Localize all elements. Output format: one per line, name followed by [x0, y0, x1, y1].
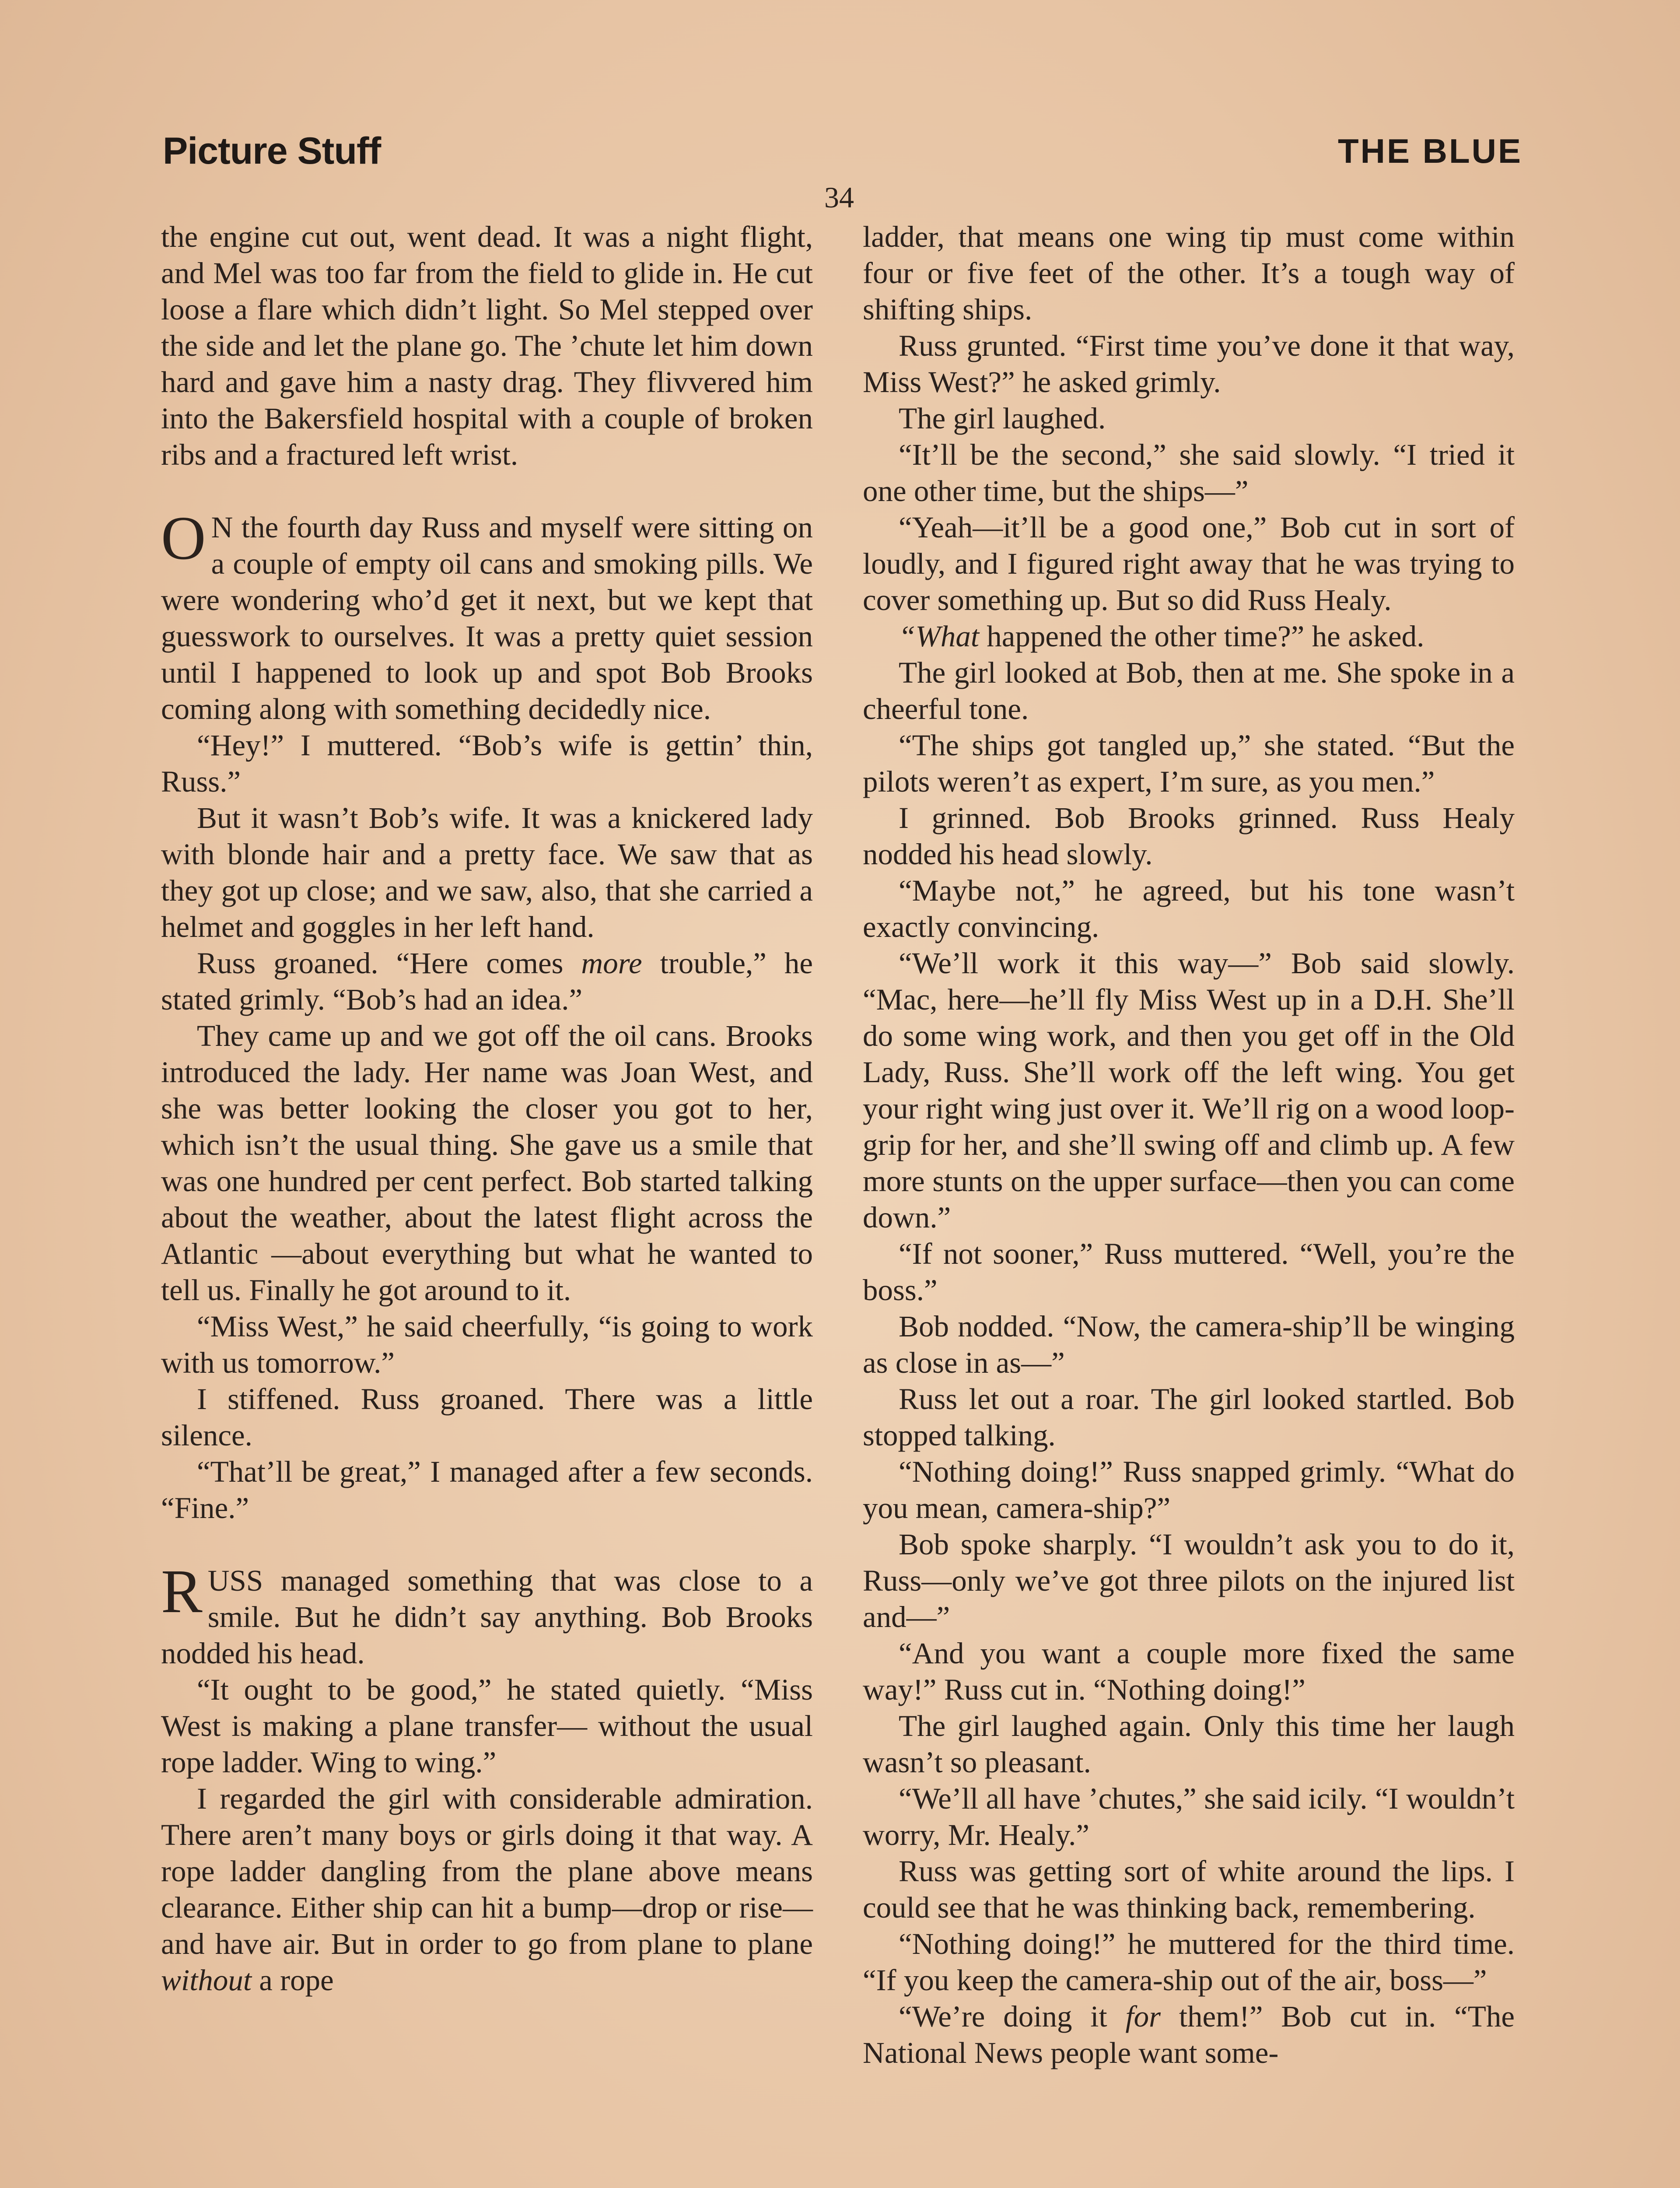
paragraph: “Nothing doing!” he muttered for the third time. “If you keep the camera-ship out of the air, boss—”	[863, 1927, 1515, 1997]
right-column	[863, 219, 1515, 2071]
paragraph: Russ grunted. “First time you’ve done it that way, Miss West?” he asked grimly.	[863, 329, 1515, 399]
paragraph	[161, 1781, 813, 1999]
running-header-title: Picture Stuff	[163, 130, 381, 172]
drop-cap: R	[161, 1557, 203, 1626]
left-column	[161, 219, 813, 1999]
paragraph: “Yeah—it’ll be a good one,” Bob cut in sort of loudly, and I figured right away that he was trying to cover something up. But so did Russ Healy.	[863, 511, 1515, 617]
paragraph: The girl laughed again. Only this time her laugh wasn’t so pleasant.	[863, 1709, 1515, 1779]
paragraph: “The ships got tangled up,” she stated. “But the pilots weren’t as expert, I’m sure, as you men.”	[863, 729, 1515, 798]
paragraph: “And you want a couple more fixed the same way!” Russ cut in. “Nothing doing!”	[863, 1637, 1515, 1706]
paragraph: “If not sooner,” Russ muttered. “Well, you’re the boss.”	[863, 1237, 1515, 1307]
emphasis: more	[581, 947, 642, 980]
emphasis: for	[1125, 2000, 1161, 2033]
paragraph: “Maybe not,” he agreed, but his tone wasn’t exactly convincing.	[863, 874, 1515, 943]
paragraph	[161, 945, 813, 1018]
paragraph: Russ let out a roar. The girl looked startled. Bob stopped talking.	[863, 1382, 1515, 1452]
paragraph: “Miss West,” he said cheerfully, “is going to work with us tomorrow.”	[161, 1310, 813, 1379]
paragraph-text: USS managed something that was close to a smile. But he didn’t say anything. Bob Brooks nodded his head.	[161, 1564, 813, 1670]
emphasis: “What	[899, 620, 980, 653]
section-start-paragraph	[161, 1557, 813, 1672]
paragraph: But it wasn’t Bob’s wife. It was a knickered lady with blonde hair and a pretty face. We saw that as they got up close; and we saw, also, that she carried a helmet and goggles in her left hand.	[161, 801, 813, 943]
paragraph: Russ was getting sort of white around the lips. I could see that he was thinking back, remembering.	[863, 1855, 1515, 1924]
paragraph: “It ought to be good,” he stated quietly. “Miss West is making a plane transfer— without the usual rope ladder. Wing to wing.”	[161, 1673, 813, 1779]
paragraph: “Hey!” I muttered. “Bob’s wife is gettin’ thin, Russ.”	[161, 729, 813, 798]
paragraph: ladder, that means one wing tip must come within four or five feet of the other. It’s a tough way of shifting ships.	[863, 220, 1515, 326]
paragraph: Bob spoke sharply. “I wouldn’t ask you to do it, Russ—only we’ve got three pilots on the injured list and—”	[863, 1528, 1515, 1634]
paragraph: the engine cut out, went dead. It was a night flight, and Mel was too far from the field to glide in. He cut loose a flare which didn’t light. So Mel stepped over the side and let the plane go. The ’chute let him down hard and gave him a nasty drag. They flivvered him into the Bakersfield hospital with a couple of broken ribs and a fractured left wrist.	[161, 220, 813, 471]
paragraph: Bob nodded. “Now, the camera-ship’ll be winging as close in as—”	[863, 1310, 1515, 1379]
paragraph-text: “We’re doing it	[899, 2000, 1126, 2033]
section-start-paragraph	[161, 503, 813, 727]
paragraph: “We’ll all have ’chutes,” she said icily. “I wouldn’t worry, Mr. Healy.”	[863, 1782, 1515, 1851]
paragraph: The girl looked at Bob, then at me. She spoke in a cheerful tone.	[863, 656, 1515, 726]
paragraph-text: happened the other time?” he asked.	[979, 620, 1424, 653]
paragraph: “That’ll be great,” I managed after a few seconds. “Fine.”	[161, 1455, 813, 1525]
paragraph-text: a rope	[252, 1964, 334, 1997]
paragraph: “It’ll be the second,” she said slowly. “I tried it one other time, but the ships—”	[863, 438, 1515, 508]
drop-cap: O	[161, 503, 206, 572]
paragraph-text: trouble,” he stated grimly. “Bob’s had an idea.”	[161, 947, 813, 1016]
paragraph-text: N the fourth day Russ and myself were sitting on a couple of empty oil cans and smoking pills. We were wondering who’d get it next, but we kept that guesswork to ourselves. It was a pretty quiet session until I happened to look up and spot Bob Brooks coming along with something decidedly nice.	[161, 511, 813, 726]
paragraph-text: I regarded the girl with considerable admiration. There aren’t many boys or girls doing it that way. A rope ladder dangling from the plane above means clearance. Either ship can hit a bump—drop or rise—and have air. But in order to go from plane to plane	[161, 1782, 813, 1960]
paragraph-text: them!” Bob cut in. “The National News people want some-	[863, 2000, 1515, 2069]
paragraph: I grinned. Bob Brooks grinned. Russ Healy nodded his head slowly.	[863, 801, 1515, 871]
paragraph-text: Russ groaned. “Here comes	[197, 947, 581, 980]
paragraph: “We’ll work it this way—” Bob said slowly. “Mac, here—he’ll fly Miss West up in a D.H. She’ll do some wing work, and then you get off in the Old Lady, Russ. She’ll work off the left wing. You get your right wing just over it. We’ll rig on a wood loop-grip for her, and she’ll swing off and climb up. A few more stunts on the upper surface—then you can come down.”	[863, 947, 1515, 1234]
page-number: 34	[824, 181, 854, 214]
paragraph	[863, 618, 1515, 655]
emphasis: without	[161, 1964, 252, 1997]
paragraph: The girl laughed.	[899, 402, 1106, 435]
paragraph: “Nothing doing!” Russ snapped grimly. “What do you mean, camera-ship?”	[863, 1455, 1515, 1525]
paragraph	[863, 1999, 1515, 2071]
paragraph: They came up and we got off the oil cans. Brooks introduced the lady. Her name was Joan West, and she was better looking the closer you got to her, which isn’t the usual thing. She gave us a smile that was one hundred per cent perfect. Bob started talking about the weather, about the latest flight across the Atlantic —about everything but what he wanted to tell us. Finally he got around to it.	[161, 1019, 813, 1307]
running-header-magazine: THE BLUE	[1338, 132, 1522, 170]
paragraph: I stiffened. Russ groaned. There was a little silence.	[161, 1382, 813, 1452]
